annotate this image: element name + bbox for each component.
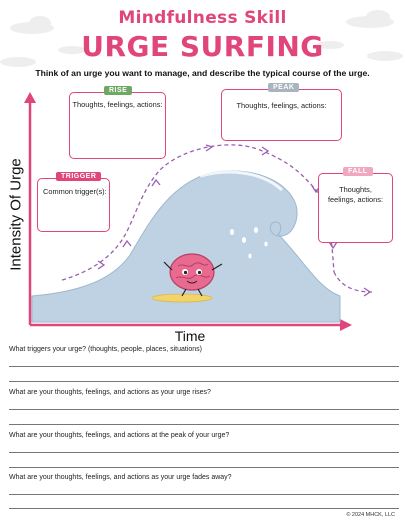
answer-line[interactable]: [9, 494, 399, 495]
peak-box[interactable]: [221, 84, 342, 141]
answer-line[interactable]: [9, 424, 399, 425]
x-axis-arrow-icon: [340, 319, 352, 331]
trigger-badge: TRIGGER: [56, 172, 101, 181]
answer-line[interactable]: [9, 452, 399, 453]
answer-line[interactable]: [9, 467, 399, 468]
answer-line[interactable]: [9, 381, 399, 382]
question-peak: What are your thoughts, feelings, and actions at the peak of your urge?: [9, 432, 230, 439]
trigger-box-prompt: Common trigger(s):: [43, 187, 107, 196]
question-trigger: What triggers your urge? (thoughts, people, places, situations): [9, 346, 202, 353]
y-axis-arrow-icon: [24, 92, 36, 103]
copyright-footer: © 2024 MHCK, LLC: [346, 512, 395, 518]
instruction-text: Think of an urge you want to manage, and describe the typical course of the urge.: [35, 68, 370, 78]
rise-badge: RISE: [104, 86, 132, 95]
answer-line[interactable]: [9, 409, 399, 410]
trigger-box[interactable]: [37, 173, 110, 232]
fall-badge: FALL: [343, 167, 373, 176]
peak-badge: PEAK: [268, 83, 299, 92]
page-subtitle: Mindfulness Skill: [118, 8, 287, 28]
answer-line[interactable]: [9, 366, 399, 367]
fall-box[interactable]: [318, 168, 393, 243]
page-title: URGE SURFING: [81, 30, 324, 63]
answer-line[interactable]: [9, 508, 399, 509]
rise-box-prompt: Thoughts, feelings, actions:: [72, 100, 163, 109]
x-axis-label: Time: [174, 328, 206, 344]
y-axis-label: Intensity Of Urge: [7, 158, 25, 271]
question-fall: What are your thoughts, feelings, and actions as your urge fades away?: [9, 474, 232, 481]
peak-box-prompt: Thoughts, feelings, actions:: [236, 101, 327, 110]
question-rise: What are your thoughts, feelings, and actions as your urge rises?: [9, 389, 211, 396]
rise-box[interactable]: [69, 87, 166, 159]
fall-box-prompt: Thoughts, feelings, actions:: [327, 185, 384, 204]
